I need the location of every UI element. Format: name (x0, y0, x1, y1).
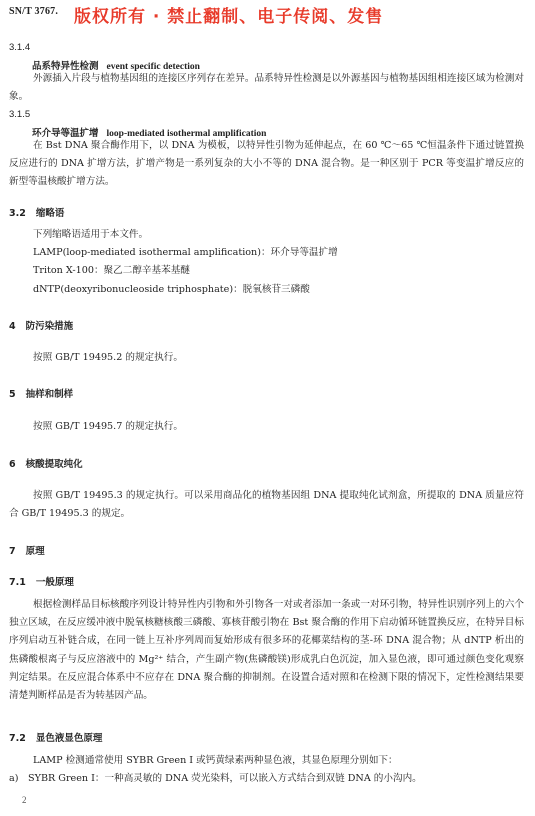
list-item-a: a) SYBR Green Ⅰ：一种高灵敏的 DNA 荧光染料，可以嵌入方式结合到双链 DNA 的小沟内。 (9, 773, 422, 785)
page-number: 2 (22, 795, 27, 805)
clause-number: 3.1.5 (9, 109, 31, 120)
section-7-2-body (9, 752, 524, 788)
term-definition (9, 70, 524, 106)
section-5-body (9, 418, 524, 436)
section-number: 7.2 (9, 733, 26, 744)
section-7-1-heading (9, 574, 524, 588)
abbreviation-item: Triton X-100：聚乙二醇辛基苯基醚 (33, 265, 190, 277)
section-7-heading (9, 543, 524, 557)
abbreviation-item: dNTP(deoxyribonucleoside triphosphate)：脱氧核苷三磷酸 (33, 283, 310, 295)
abbreviation-intro: 下列缩略语适用于本文件。 (33, 229, 149, 240)
copyright-watermark: 版权所有 · 禁止翻制、电子传阅、发售 (74, 7, 384, 27)
section-title: 显色液显色原理 (35, 733, 103, 744)
section-number: 7.1 (9, 577, 26, 588)
standard-code: SN/T 3767. (9, 6, 59, 17)
section-title: 抽样和制样 (25, 389, 74, 400)
section-4-heading (9, 318, 524, 332)
section-number: 6 (9, 459, 16, 470)
term-cn: 品系特异性检测 (32, 61, 99, 72)
clause-number: 3.1.4 (9, 42, 31, 53)
section-6-body (9, 487, 524, 523)
section-number: 4 (9, 321, 16, 332)
section-7-1-body (9, 596, 524, 705)
section-text: LAMP 检测通常使用 SYBR Green I 或钙黄绿素两种显色液，其显色原理分别如下： (33, 755, 398, 766)
section-title: 原理 (25, 546, 45, 557)
section-text: 按照 GB/T 19495.3 的规定执行。可以采用商品化的植物基因组 DNA 提取纯化试剂盒，所提取的 DNA 质量应符合 GB/T 19495.3 的规定。 (9, 490, 524, 520)
section-3-2-heading (9, 205, 524, 219)
section-text: 按照 GB/T 19495.2 的规定执行。 (33, 352, 183, 363)
section-text: 按照 GB/T 19495.7 的规定执行。 (33, 421, 183, 432)
section-text: 根据检测样品目标核酸序列设计特异性内引物和外引物各一对或者添加一条或一对环引物，特异性识别序列上的六个独立区域，在反应缓冲液中脱氧核糖核酸三磷酸、寡核苷酸引物在 Bst 聚合酶的作用下启动循环链置换反应，在特异目标序列启动互补链合成，在同一链上互补序列周而复始形成有很多环的花椰菜结构的茎-环 DNA 混合物；从 dNTP 析出的焦磷酸根离子与反应溶液中的 Mg²⁺ 结合，产生副产物(焦磷酸镁)形成乳白色沉淀，加入显色液，即可通过颜色变化观察判定结果。在反应混合体系中不应存在 DNA 聚合酶的抑制剂。在设置合适对照和在检测下限的情况下，定性检测结果要清楚判断样品是否为转基因产品。 (9, 599, 524, 702)
abbreviation-list (9, 226, 524, 299)
section-3-1-5 (9, 109, 524, 120)
section-7-2-heading (9, 730, 524, 744)
section-6-heading (9, 456, 524, 470)
section-title: 防污染措施 (25, 321, 74, 332)
term-en: event specific detection (106, 62, 200, 72)
section-title: 一般原理 (35, 577, 74, 588)
section-number: 5 (9, 389, 16, 400)
section-number: 7 (9, 546, 16, 557)
section-title: 缩略语 (35, 208, 65, 219)
term-cn: 环介导等温扩增 (32, 128, 99, 139)
section-title: 核酸提取纯化 (25, 459, 83, 470)
definition-text: 外源插入片段与植物基因组的连接区序列存在差异。品系特异性检测是以外源基因与植物基因组相连接区域为检测对象。 (9, 73, 524, 103)
term-en: loop-mediated isothermal amplification (106, 129, 267, 139)
section-3-1-4 (9, 42, 524, 53)
section-5-heading (9, 386, 524, 400)
section-number: 3.2 (9, 208, 26, 219)
term-definition (9, 137, 524, 192)
section-4-body (9, 349, 524, 367)
definition-text: 在 Bst DNA 聚合酶作用下，以 DNA 为模板，以特异性引物为延伸起点，在 60 ℃～65 ℃恒温条件下通过链置换反应进行的 DNA 扩增方法，扩增产物是一系列复杂的大小不等的 DNA 混合物。是一种区别于 PCR 等变温扩增反应的新型等温核酸扩增方法。 (9, 140, 524, 188)
abbreviation-item: LAMP(loop-mediated isothermal amplification)：环介导等温扩增 (33, 247, 338, 259)
